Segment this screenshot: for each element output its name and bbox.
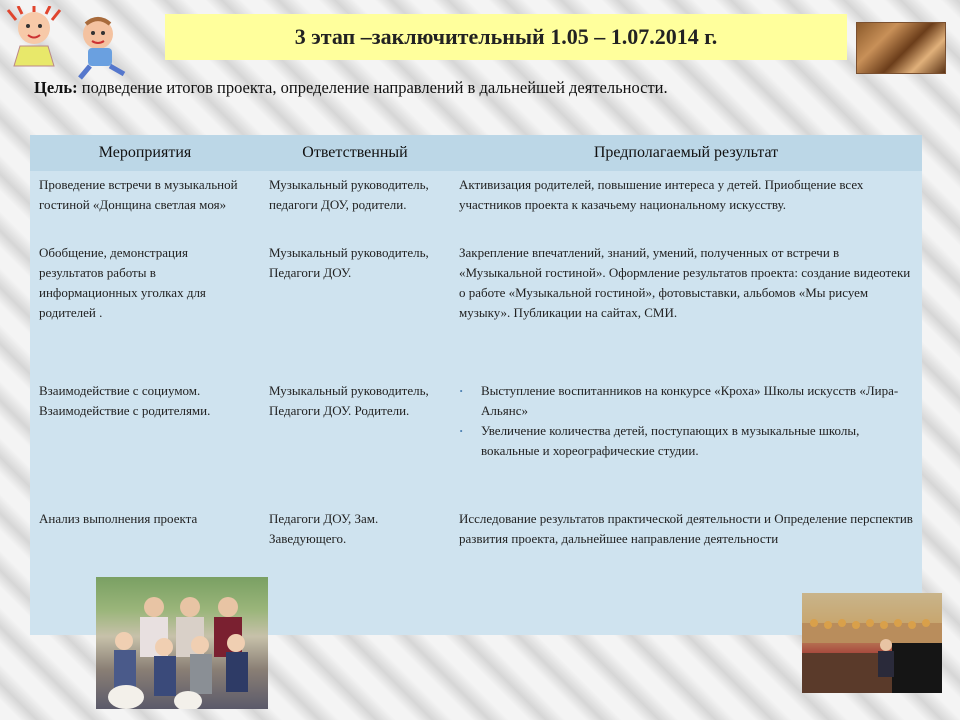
header-expected-result: Предполагаемый результат (450, 135, 922, 171)
concert-photo-image (802, 593, 942, 693)
result-cell: Исследование результатов практической деятельности и Определение перспектив развития проекта, дальнейшее направление деятельности (459, 511, 913, 546)
music-instruments-image (856, 22, 946, 74)
table-row (30, 239, 922, 377)
responsible-cell: Педагоги ДОУ, Зам. Заведующего. (269, 511, 379, 546)
header-events: Мероприятия (30, 135, 260, 171)
responsible-cell: Музыкальный руководитель, педагоги ДОУ, родители. (269, 177, 429, 212)
result-cell: Активизация родителей, повышение интереса у детей. Приобщение всех участников проекта к казачьему национальному искусству. (459, 177, 864, 212)
result-cell (450, 377, 922, 505)
result-bullet-list (459, 381, 914, 461)
goal-description: подведение итогов проекта, определение направлений в дальнейшей деятельности. (77, 78, 668, 97)
result-cell: Закрепление впечатлений, знаний, умений, полученных от встречи в «Музыкальной гостиной». Оформление результатов проекта: создание видеотеки о работе «Музыкальной гостиной», фотовыставки, альбомов «Мы рисуем музыку». Публикации на сайтах, СМИ. (459, 245, 911, 320)
event-cell: Обобщение, демонстрация результатов работы в информационных уголках для родителей . (39, 245, 206, 320)
group-photo-image (96, 577, 268, 709)
event-cell: Взаимодействие с социумом. Взаимодействие с родителями. (39, 383, 211, 418)
project-stage-table (30, 135, 922, 635)
table-row (30, 377, 922, 505)
responsible-cell: Музыкальный руководитель, Педагоги ДОУ. (269, 245, 429, 280)
header-responsible: Ответственный (260, 135, 450, 171)
cartoon-boy-image (68, 14, 136, 80)
goal-label: Цель: (34, 78, 78, 97)
event-cell: Проведение встречи в музыкальной гостиной «Донщина светлая моя» (39, 177, 238, 212)
result-bullet: · Увеличение количества детей, поступающих в музыкальные школы, вокальные и хореографические студии. (481, 421, 914, 461)
result-bullet: · Выступление воспитанников на конкурсе «Кроха» Школы искусств «Лира-Альянс» (481, 381, 914, 421)
slide-title: 3 этап –заключительный 1.05 – 1.07.2014 г. (165, 14, 847, 60)
goal-text (34, 76, 794, 99)
table-header-row (30, 135, 922, 171)
event-cell: Анализ выполнения проекта (39, 511, 198, 526)
cartoon-girl-image (4, 6, 64, 68)
table-row (30, 171, 922, 239)
responsible-cell: Музыкальный руководитель, Педагоги ДОУ. Родители. (269, 383, 429, 418)
